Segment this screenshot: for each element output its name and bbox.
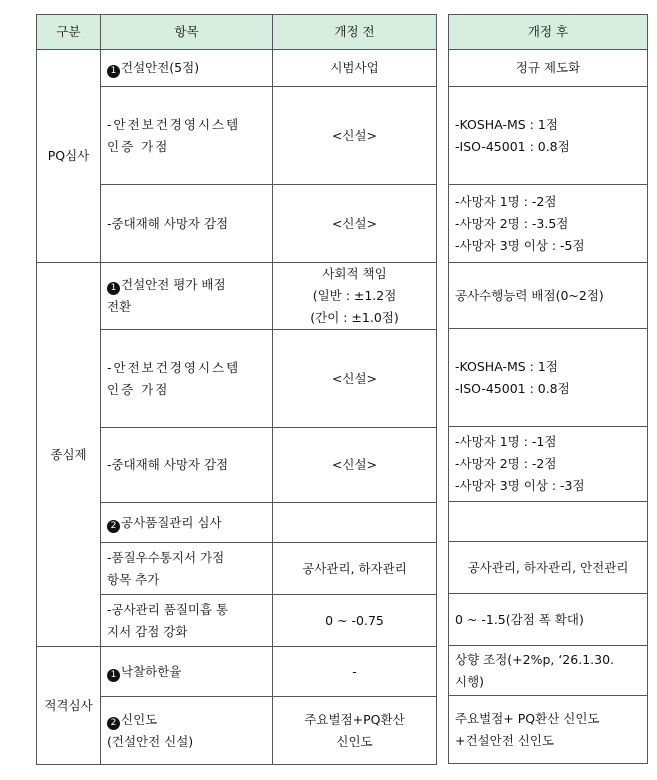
header-before: 개정 전 bbox=[273, 15, 437, 50]
before-cell: <신설> bbox=[273, 330, 437, 428]
table-row bbox=[37, 263, 437, 330]
after-cell: -KOSHA-MS : 1점 -ISO-45001 : 0.8점 bbox=[449, 87, 648, 185]
after-cell: -KOSHA-MS : 1점 -ISO-45001 : 0.8점 bbox=[449, 329, 648, 427]
after-cell: 0 ~ -1.5(감점 폭 확대) bbox=[449, 594, 648, 646]
item-cell: -품질우수통지서 가점 항목 추가 bbox=[101, 543, 273, 595]
table-row bbox=[37, 647, 437, 697]
item-cell: 1 낙찰하한율 bbox=[101, 647, 273, 697]
circled-number-icon: 2 bbox=[107, 520, 120, 533]
before-cell: 시범사업 bbox=[273, 50, 437, 87]
after-cell: 주요벌점+ PQ환산 신인도 +건설안전 신인도 bbox=[449, 696, 648, 764]
after-cell: 공사수행능력 배점(0~2점) bbox=[449, 263, 648, 329]
header-row bbox=[37, 15, 437, 50]
before-cell: <신설> bbox=[273, 428, 437, 503]
item-cell: -중대재해 사망자 감점 bbox=[101, 428, 273, 503]
after-cell: 상향 조정(+2%p, ‘26.1.30. 시행) bbox=[449, 646, 648, 696]
item-cell: 2 신인도 (건설안전 신설) bbox=[101, 697, 273, 765]
header-category: 구분 bbox=[37, 15, 101, 50]
circled-number-icon: 2 bbox=[107, 717, 120, 730]
group-label: 적격심사 bbox=[37, 647, 101, 765]
header-after: 개정 후 bbox=[449, 15, 648, 50]
after-cell: 공사관리, 하자관리, 안전관리 bbox=[449, 542, 648, 594]
circled-number-icon: 1 bbox=[107, 65, 120, 78]
after-revision-table bbox=[448, 14, 648, 764]
item-cell: -중대재해 사망자 감점 bbox=[101, 185, 273, 263]
before-cell: 주요벌점+PQ환산 신인도 bbox=[273, 697, 437, 765]
item-cell: 2 공사품질관리 심사 bbox=[101, 503, 273, 543]
before-cell: - bbox=[273, 647, 437, 697]
before-cell bbox=[273, 503, 437, 543]
circled-number-icon: 1 bbox=[107, 669, 120, 682]
item-cell: -안전보건경영시스템 인증 가점 bbox=[101, 330, 273, 428]
group-label: PQ심사 bbox=[37, 50, 101, 263]
group-label: 종심제 bbox=[37, 263, 101, 647]
item-cell: 1 건설안전 평가 배점 전환 bbox=[101, 263, 273, 330]
item-cell: 1 건설안전(5점) bbox=[101, 50, 273, 87]
after-cell: 정규 제도화 bbox=[449, 50, 648, 87]
after-cell: -사망자 1명 : -2점 -사망자 2명 : -3.5점 -사망자 3명 이상 : -5점 bbox=[449, 185, 648, 263]
before-revision-table bbox=[36, 14, 437, 765]
circled-number-icon: 1 bbox=[107, 282, 120, 295]
before-cell: 공사관리, 하자관리 bbox=[273, 543, 437, 595]
before-cell: 사회적 책임 (일반 : ±1.2점 (간이 : ±1.0점) bbox=[273, 263, 437, 330]
before-cell: <신설> bbox=[273, 185, 437, 263]
before-cell: 0 ~ -0.75 bbox=[273, 595, 437, 647]
after-cell bbox=[449, 502, 648, 542]
header-item: 항목 bbox=[101, 15, 273, 50]
item-cell: -공사관리 품질미흡 통 지서 감점 강화 bbox=[101, 595, 273, 647]
before-cell: <신설> bbox=[273, 87, 437, 185]
after-cell: -사망자 1명 : -1점 -사망자 2명 : -2점 -사망자 3명 이상 : -3점 bbox=[449, 427, 648, 502]
table-row bbox=[37, 50, 437, 87]
item-cell: -안전보건경영시스템 인증 가점 bbox=[101, 87, 273, 185]
header-row bbox=[449, 15, 648, 50]
